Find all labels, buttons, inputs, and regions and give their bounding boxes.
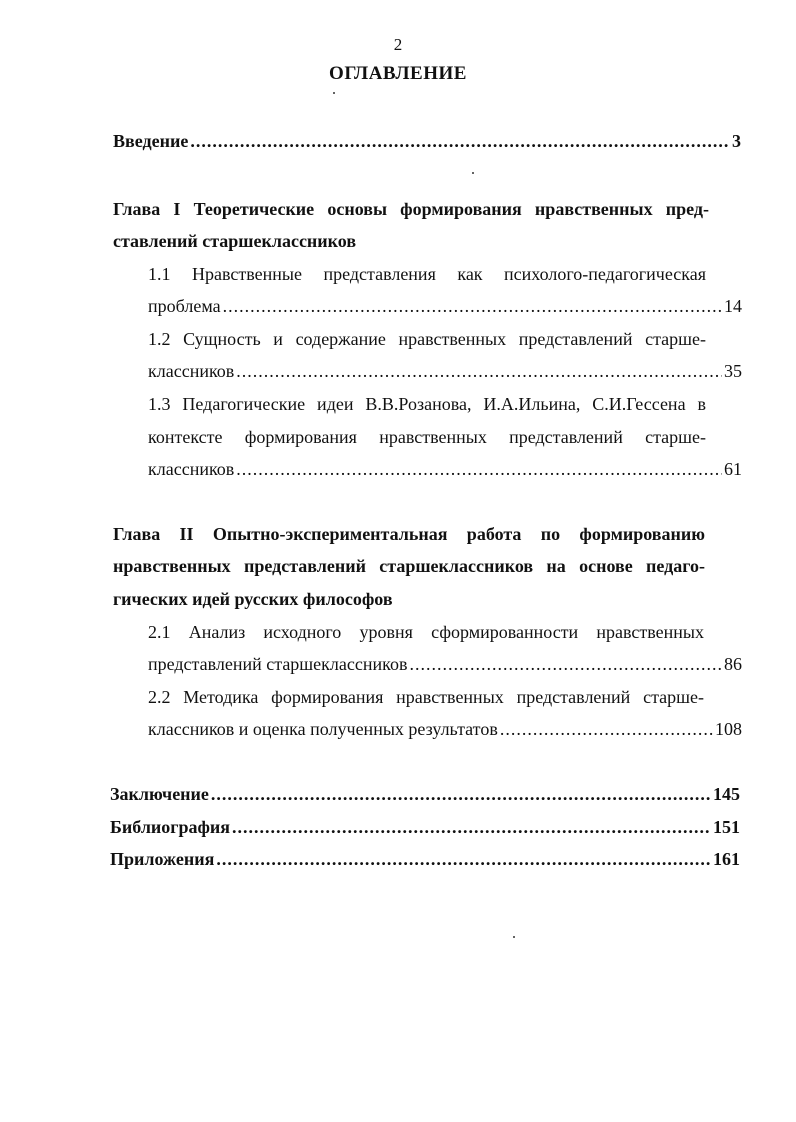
- section-1-3-line1[interactable]: 1.3 Педагогические идеи В.В.Розанова, И.А.Ильина, С.И.Гессена в: [148, 394, 706, 414]
- chapter1-heading-line2[interactable]: ставлений старшеклассников: [113, 231, 357, 251]
- toc-entry-appendices[interactable]: [110, 848, 740, 870]
- section-1-1-line1[interactable]: 1.1 Нравственные представления как психолого-педагогическая: [148, 264, 706, 284]
- chapter2-heading-line3[interactable]: гических идей русских философов: [113, 589, 393, 609]
- toc-entry-label: классников: [148, 459, 235, 479]
- toc-entry-1-3[interactable]: [148, 458, 742, 480]
- toc-entry-label: Введение: [113, 131, 189, 151]
- toc-entry-intro[interactable]: [113, 130, 741, 152]
- toc-entry-page: 14: [724, 296, 742, 316]
- toc-entry-page: 161: [713, 849, 740, 869]
- toc-entry-label: классников: [148, 361, 235, 381]
- chapter2-heading-line1[interactable]: Глава II Опытно-экспериментальная работа по формированию: [113, 524, 705, 544]
- chapter2-heading-line2[interactable]: нравственных представлений старшеклассников на основе педаго-: [113, 556, 705, 576]
- leader-dots: [211, 783, 711, 805]
- toc-entry-1-2[interactable]: [148, 360, 742, 382]
- leader-dots: [236, 360, 722, 382]
- page-number: 2: [393, 35, 403, 54]
- toc-entry-label: классников и оценка полученных результатов: [148, 719, 498, 739]
- section-2-2-line1[interactable]: 2.2 Методика формирования нравственных представлений старше-: [148, 687, 704, 707]
- toc-entry-page: 3: [732, 131, 741, 151]
- scan-speck: [472, 172, 474, 174]
- leader-dots: [500, 718, 713, 740]
- scan-speck: [513, 936, 515, 938]
- toc-entry-2-1[interactable]: [148, 653, 742, 675]
- leader-dots: [236, 458, 722, 480]
- chapter1-heading-line1[interactable]: Глава I Теоретические основы формирования нравственных пред-: [113, 199, 709, 219]
- toc-entry-label: Библиография: [110, 817, 231, 837]
- toc-entry-label: Заключение: [110, 784, 209, 804]
- leader-dots: [190, 130, 730, 152]
- leader-dots: [409, 653, 722, 675]
- toc-entry-conclusion[interactable]: [110, 783, 740, 805]
- toc-entry-page: 151: [713, 817, 740, 837]
- toc-entry-label: представлений старшеклассников: [148, 654, 408, 674]
- scan-speck: [333, 92, 335, 94]
- toc-entry-1-1[interactable]: [148, 295, 742, 317]
- toc-entry-label: проблема: [148, 296, 221, 316]
- toc-entry-2-2[interactable]: [148, 718, 742, 740]
- toc-entry-page: 108: [715, 719, 742, 739]
- leader-dots: [223, 295, 722, 317]
- page-title: ОГЛАВЛЕНИЕ: [329, 63, 467, 84]
- section-1-3-line2[interactable]: контексте формирования нравственных представлений старше-: [148, 427, 706, 447]
- toc-entry-page: 35: [724, 361, 742, 381]
- toc-entry-label: Приложения: [110, 849, 215, 869]
- toc-entry-page: 86: [724, 654, 742, 674]
- section-1-2-line1[interactable]: 1.2 Сущность и содержание нравственных представлений старше-: [148, 329, 706, 349]
- leader-dots: [216, 848, 711, 870]
- toc-entry-bibliography[interactable]: [110, 816, 740, 838]
- toc-entry-page: 61: [724, 459, 742, 479]
- section-2-1-line1[interactable]: 2.1 Анализ исходного уровня сформированности нравственных: [148, 622, 704, 642]
- toc-entry-page: 145: [713, 784, 740, 804]
- leader-dots: [232, 816, 711, 838]
